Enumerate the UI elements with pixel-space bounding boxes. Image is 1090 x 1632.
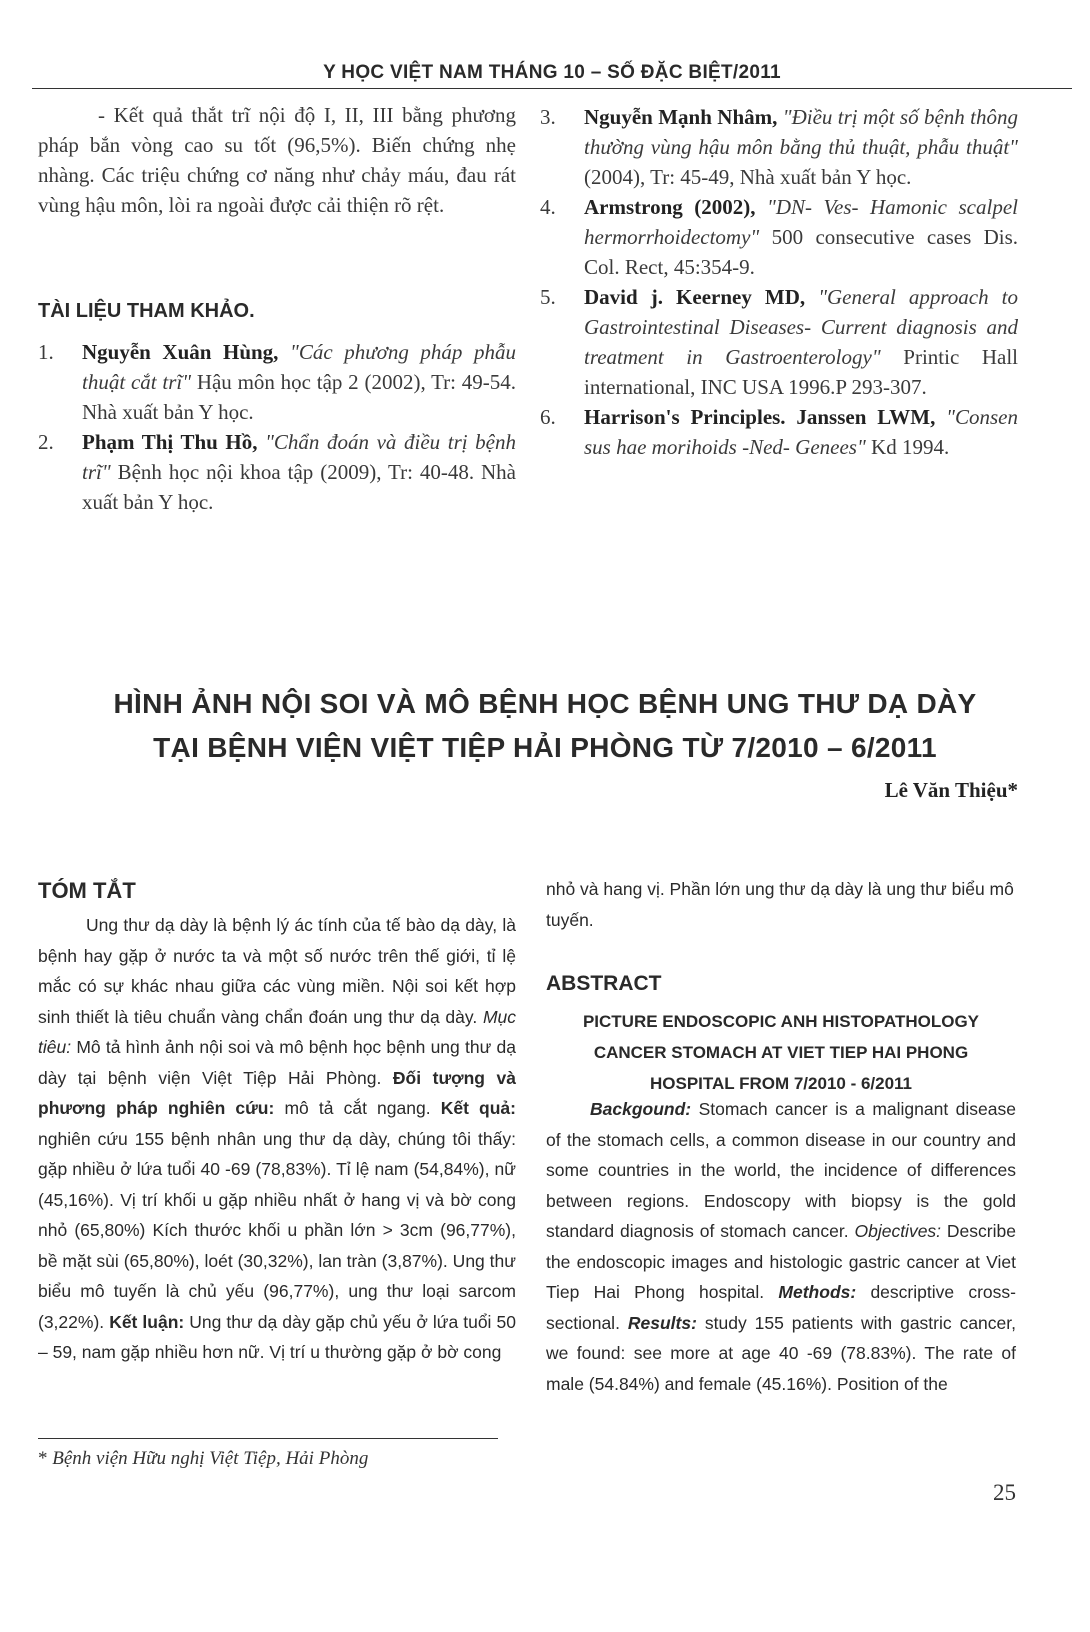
footnote-text: Bệnh viện Hữu nghị Việt Tiệp, Hải Phòng (52, 1448, 369, 1469)
abstract-body (546, 1094, 1016, 1399)
references-heading: TÀI LIỆU THAM KHẢO. (38, 300, 255, 322)
summary-conclusion: Ung thư dạ dày gặp chủ yếu ở lứa tuổi 50 – 59, nam gặp nhiều hơn nữ. Vị trí u thường gặp ở bờ cong (38, 1311, 516, 1362)
objective-label: Mục tiêu: (38, 1006, 516, 1057)
summary-objective: Mô tả hình ảnh nội soi và mô bệnh học bệnh ung thư dạ dày tại bệnh viện Việt Tiệp Hải Phòng. (38, 1037, 516, 1088)
reference-details: (2004), Tr: 45-49, Nhà xuất bản Y học. (584, 165, 912, 189)
abstract-results: study 155 patients with gastric cancer, we found: see more at age 40 -69 (78.83%). The rate of male (54.84%) and female (45.16%). Position of the (546, 1312, 1016, 1394)
abstract-title-line-3: HOSPITAL FROM 7/2010 - 6/2011 (649, 1074, 913, 1093)
abstract-title-line-2: CANCER STOMACH AT VIET TIEP HAI PHONG (593, 1043, 969, 1062)
conclusion-paragraph: - Kết quả thắt trĩ nội độ I, II, III bằng phương pháp bắn vòng cao su tốt (96,5%). Biến chứng nhẹ nhàng. Các triệu chứng cơ năng như chảy máu, đau rát vùng hậu môn, lòi ra ngoài được cải thiện rõ rệt. (38, 103, 516, 217)
reference-item (38, 337, 516, 427)
methods-label: Đối tượng và phương pháp nghiên cứu: (38, 1067, 517, 1118)
previous-article-conclusion (38, 100, 516, 220)
reference-number: 5. (540, 285, 556, 309)
reference-details: 500 consecutive cases Dis. Col. Rect, 45:354-9. (584, 225, 1019, 279)
reference-item (540, 402, 1018, 462)
abstract-objectives: Describe the endoscopic images and histologic gastric cancer at Viet Tiep Hai Phong hospital. (546, 1221, 1016, 1302)
abstract-title-line-1: PICTURE ENDOSCOPIC ANH HISTOPATHOLOGY (582, 1012, 980, 1031)
reference-item (38, 427, 516, 517)
reference-item (540, 192, 1018, 282)
reference-title: "Chẩn đoán và điều trị bệnh trĩ" (82, 430, 516, 484)
reference-list-left (38, 337, 516, 517)
summary-intro: Ung thư dạ dày là bệnh lý ác tính của tế bào dạ dày, là bệnh hay gặp ở nước ta và một số nước trên thế giới, tỉ lệ mắc có sự khác nhau giữa các vùng miền. Nội soi kết hợp sinh thiết là tiêu chuẩn vàng chẩn đoán ung thư dạ dày. (38, 915, 516, 1027)
reference-title: "Consen sus hae morihoids -Ned- Genees" (584, 405, 1018, 459)
summary-methods: mô tả cắt ngang. (284, 1098, 431, 1118)
article-title (40, 682, 1050, 770)
reference-number: 3. (540, 105, 556, 129)
abstract-methods-label: Methods: (778, 1282, 857, 1302)
header-rule (32, 88, 1072, 89)
reference-number: 2. (38, 430, 54, 454)
summary-results: nghiên cứu 155 bệnh nhân ung thư dạ dày, chúng tôi thấy: gặp nhiều ở lứa tuổi 40 -69 (78,83%). Tỉ lệ nam (54,84%), nữ (45,16%). Vị trí khối u gặp nhiều nhất ở hang vị và bờ cong nhỏ (65,80%) Kích thước khối u phần lớn > 3cm (96,77%), bề mặt sùi (65,80%), loét (30,32%), lan tràn (3,87%). Ung thư biểu mô tuyến là chủ yếu (96,77%), ung thư loại sarcom (3,22%). (38, 1128, 516, 1332)
reference-title: "Điều trị một số bệnh thông thường vùng hậu môn bằng thủ thuật, phẫu thuật" (584, 105, 1019, 159)
reference-authors: Harrison's Principles. Janssen LWM, (584, 405, 936, 429)
abstract-heading: ABSTRACT (546, 972, 662, 995)
reference-authors: Phạm Thị Thu Hồ, (82, 430, 258, 454)
footnote-rule (38, 1438, 498, 1439)
reference-details: Bệnh học nội khoa tập (2009), Tr: 40-48. Nhà xuất bản Y học. (82, 460, 517, 514)
reference-number: 1. (38, 340, 54, 364)
reference-title: "Các phương pháp phẫu thuật cắt trĩ" (82, 340, 516, 394)
reference-details: Hậu môn học tập 2 (2002), Tr: 49-54. Nhà xuất bản Y học. (82, 370, 517, 424)
background-label: Backgound: (590, 1099, 692, 1119)
article-title-line-1: HÌNH ẢNH NỘI SOI VÀ MÔ BỆNH HỌC BỆNH UNG THƯ DẠ DÀY (113, 688, 977, 719)
article-author: Lê Văn Thiệu* (884, 778, 1018, 802)
reference-authors: Nguyễn Mạnh Nhâm, (584, 105, 778, 129)
abstract-background: Stomach cancer is a malignant disease of the stomach cells, a common disease in our country and some countries in the world, the incidence of differences between regions. Endoscopy with biopsy is the gold standard diagnosis of stomach cancer. (546, 1099, 1016, 1241)
reference-details: Printic Hall international, INC USA 1996.P 293-307. (584, 345, 1019, 399)
reference-item (540, 102, 1018, 192)
reference-authors: Nguyễn Xuân Hùng, (82, 340, 279, 364)
summary-continuation: nhỏ và hang vị. Phần lớn ung thư dạ dày là ung thư biểu mô tuyến. (546, 879, 1014, 930)
reference-authors: Armstrong (2002), (584, 195, 756, 219)
running-title: Y HỌC VIỆT NAM THÁNG 10 – SỐ ĐẶC BIỆT/2011 (266, 62, 838, 84)
summary-body (38, 910, 516, 1368)
abstract-methods: descriptive cross-sectional. (546, 1282, 1016, 1333)
abstract-title (546, 1006, 1016, 1099)
reference-details: Kd 1994. (871, 435, 950, 459)
article-title-line-2: TẠI BỆNH VIỆN VIỆT TIỆP HẢI PHÒNG TỪ 7/2010 – 6/2011 (153, 732, 937, 763)
footnote-marker: * (38, 1448, 48, 1469)
footnote (38, 1448, 368, 1470)
reference-number: 4. (540, 195, 556, 219)
reference-item (540, 282, 1018, 402)
objectives-label: Objectives: (854, 1221, 942, 1241)
reference-list-right (540, 102, 1018, 462)
results-label: Kết quả: (440, 1098, 516, 1118)
reference-number: 6. (540, 405, 556, 429)
page-number: 25 (993, 1480, 1016, 1505)
conclusion-label: Kết luận: (109, 1311, 185, 1332)
summary-heading: TÓM TẮT (38, 878, 136, 903)
reference-authors: David j. Keerney MD, (584, 285, 806, 309)
reference-title: "General approach to Gastrointestinal Diseases- Current diagnosis and treatment in Gastroenterology" (584, 285, 1018, 369)
running-header (32, 60, 1072, 90)
abstract-results-label: Results: (627, 1312, 697, 1333)
reference-title: "DN- Ves- Hamonic scalpel hermorrhoidectomy" (584, 195, 1018, 249)
